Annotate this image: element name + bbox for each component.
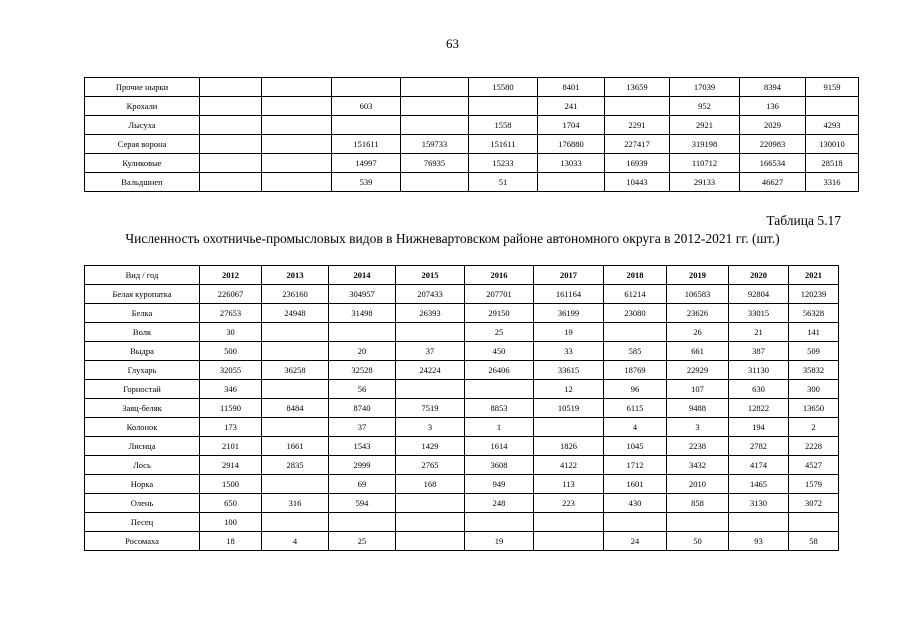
value-cell: 2238 (667, 437, 729, 456)
value-cell: 76935 (401, 154, 469, 173)
value-cell: 36199 (534, 304, 604, 323)
header-year-cell: 2013 (262, 266, 329, 285)
value-cell: 51 (469, 173, 538, 192)
value-cell: 12 (534, 380, 604, 399)
value-cell (465, 513, 534, 532)
value-cell: 4293 (806, 116, 859, 135)
value-cell: 12822 (729, 399, 789, 418)
value-cell (469, 97, 538, 116)
species-cell: Белка (85, 304, 200, 323)
value-cell: 1614 (465, 437, 534, 456)
value-cell (262, 173, 332, 192)
value-cell (401, 173, 469, 192)
value-cell (262, 154, 332, 173)
value-cell: 19 (534, 323, 604, 342)
value-cell: 56328 (789, 304, 839, 323)
value-cell (401, 78, 469, 97)
value-cell: 4 (604, 418, 667, 437)
value-cell: 61214 (604, 285, 667, 304)
value-cell (534, 418, 604, 437)
species-cell: Песец (85, 513, 200, 532)
value-cell (262, 342, 329, 361)
value-cell: 1826 (534, 437, 604, 456)
value-cell: 18769 (604, 361, 667, 380)
value-cell: 8853 (465, 399, 534, 418)
value-cell: 17039 (670, 78, 740, 97)
value-cell (396, 380, 465, 399)
species-cell: Лисица (85, 437, 200, 456)
header-year-cell: 2014 (329, 266, 396, 285)
table-row (85, 418, 839, 437)
value-cell: 194 (729, 418, 789, 437)
value-cell: 32055 (200, 361, 262, 380)
value-cell: 539 (332, 173, 401, 192)
value-cell (667, 513, 729, 532)
value-cell: 16939 (605, 154, 670, 173)
value-cell: 159733 (401, 135, 469, 154)
value-cell: 27653 (200, 304, 262, 323)
header-year-cell: 2019 (667, 266, 729, 285)
value-cell: 1712 (604, 456, 667, 475)
species-cell: Куликовые (85, 154, 200, 173)
value-cell: 207701 (465, 285, 534, 304)
value-cell (200, 173, 262, 192)
value-cell: 319198 (670, 135, 740, 154)
value-cell (538, 173, 605, 192)
value-cell (401, 116, 469, 135)
value-cell (806, 97, 859, 116)
value-cell (200, 78, 262, 97)
value-cell: 50 (667, 532, 729, 551)
table-row (85, 475, 839, 494)
value-cell: 24948 (262, 304, 329, 323)
value-cell: 120239 (789, 285, 839, 304)
species-cell: Колонок (85, 418, 200, 437)
value-cell: 8484 (262, 399, 329, 418)
table-row (85, 380, 839, 399)
value-cell: 1661 (262, 437, 329, 456)
value-cell: 500 (200, 342, 262, 361)
value-cell (332, 78, 401, 97)
table-row (85, 135, 859, 154)
value-cell: 31130 (729, 361, 789, 380)
value-cell: 26393 (396, 304, 465, 323)
value-cell: 37 (396, 342, 465, 361)
value-cell: 2101 (200, 437, 262, 456)
value-cell: 33 (534, 342, 604, 361)
value-cell: 4527 (789, 456, 839, 475)
value-cell: 304957 (329, 285, 396, 304)
value-cell: 9488 (667, 399, 729, 418)
value-cell: 1601 (604, 475, 667, 494)
value-cell: 227417 (605, 135, 670, 154)
value-cell: 4122 (534, 456, 604, 475)
value-cell: 949 (465, 475, 534, 494)
value-cell: 1500 (200, 475, 262, 494)
table-row (85, 304, 839, 323)
table-row (85, 173, 859, 192)
value-cell (262, 380, 329, 399)
table-row (85, 494, 839, 513)
species-cell: Прочие нырки (85, 78, 200, 97)
value-cell: 92804 (729, 285, 789, 304)
value-cell: 2782 (729, 437, 789, 456)
value-cell (200, 116, 262, 135)
table-row (85, 285, 839, 304)
value-cell: 69 (329, 475, 396, 494)
page-number: 63 (446, 36, 459, 51)
value-cell: 14997 (332, 154, 401, 173)
value-cell: 594 (329, 494, 396, 513)
species-cell: Лысуха (85, 116, 200, 135)
value-cell: 15580 (469, 78, 538, 97)
value-cell: 2999 (329, 456, 396, 475)
value-cell: 2835 (262, 456, 329, 475)
value-cell: 36258 (262, 361, 329, 380)
species-cell: Выдра (85, 342, 200, 361)
value-cell (534, 513, 604, 532)
value-cell: 8740 (329, 399, 396, 418)
value-cell: 19 (465, 532, 534, 551)
table-row (85, 342, 839, 361)
table-row (85, 323, 839, 342)
value-cell: 952 (670, 97, 740, 116)
species-cell: Горностай (85, 380, 200, 399)
value-cell: 3072 (789, 494, 839, 513)
value-cell: 56 (329, 380, 396, 399)
value-cell: 106583 (667, 285, 729, 304)
value-cell: 1 (465, 418, 534, 437)
value-cell: 226067 (200, 285, 262, 304)
value-cell: 2921 (670, 116, 740, 135)
value-cell (262, 78, 332, 97)
table-row (85, 78, 859, 97)
value-cell: 168 (396, 475, 465, 494)
value-cell: 20 (329, 342, 396, 361)
table-row (85, 361, 839, 380)
value-cell: 58 (789, 532, 839, 551)
value-cell: 2029 (740, 116, 806, 135)
value-cell: 6115 (604, 399, 667, 418)
value-cell: 96 (604, 380, 667, 399)
value-cell: 93 (729, 532, 789, 551)
value-cell (604, 323, 667, 342)
value-cell: 173 (200, 418, 262, 437)
species-cell: Крохали (85, 97, 200, 116)
value-cell: 8401 (538, 78, 605, 97)
value-cell: 1579 (789, 475, 839, 494)
value-cell: 29150 (465, 304, 534, 323)
species-cell: Белая куропатка (85, 285, 200, 304)
value-cell (396, 513, 465, 532)
header-year-cell: 2018 (604, 266, 667, 285)
value-cell (729, 513, 789, 532)
header-year-cell: 2017 (534, 266, 604, 285)
table-caption-title: Численность охотничье-промысловых видов в Нижневартовском районе автономного округа в 2012-2021 гг. (шт.) (125, 231, 780, 246)
value-cell: 13659 (605, 78, 670, 97)
value-cell: 25 (465, 323, 534, 342)
value-cell: 430 (604, 494, 667, 513)
value-cell: 2765 (396, 456, 465, 475)
value-cell: 3316 (806, 173, 859, 192)
value-cell: 603 (332, 97, 401, 116)
value-cell: 26 (667, 323, 729, 342)
table-row (85, 154, 859, 173)
table-row (85, 532, 839, 551)
value-cell: 35832 (789, 361, 839, 380)
value-cell: 207433 (396, 285, 465, 304)
value-cell: 2228 (789, 437, 839, 456)
value-cell: 7519 (396, 399, 465, 418)
value-cell: 4 (262, 532, 329, 551)
value-cell: 15233 (469, 154, 538, 173)
value-cell: 450 (465, 342, 534, 361)
value-cell (262, 135, 332, 154)
header-year-cell: 2015 (396, 266, 465, 285)
header-year-cell: 2016 (465, 266, 534, 285)
table-row (85, 97, 859, 116)
value-cell: 1429 (396, 437, 465, 456)
header-year-cell: 2020 (729, 266, 789, 285)
value-cell (200, 135, 262, 154)
value-cell: 8394 (740, 78, 806, 97)
table-row (85, 437, 839, 456)
value-cell: 630 (729, 380, 789, 399)
value-cell: 13650 (789, 399, 839, 418)
value-cell: 236160 (262, 285, 329, 304)
value-cell (200, 154, 262, 173)
value-cell: 1543 (329, 437, 396, 456)
species-cell: Вальдшнеп (85, 173, 200, 192)
value-cell: 25 (329, 532, 396, 551)
species-cell: Олень (85, 494, 200, 513)
value-cell: 3432 (667, 456, 729, 475)
value-cell: 1558 (469, 116, 538, 135)
value-cell: 10443 (605, 173, 670, 192)
value-cell: 346 (200, 380, 262, 399)
value-cell: 387 (729, 342, 789, 361)
species-cell: Росомаха (85, 532, 200, 551)
value-cell: 21 (729, 323, 789, 342)
value-cell: 151611 (332, 135, 401, 154)
value-cell: 4174 (729, 456, 789, 475)
value-cell: 141 (789, 323, 839, 342)
value-cell: 23626 (667, 304, 729, 323)
value-cell: 151611 (469, 135, 538, 154)
value-cell: 28518 (806, 154, 859, 173)
value-cell: 3 (667, 418, 729, 437)
value-cell: 1045 (604, 437, 667, 456)
value-cell: 509 (789, 342, 839, 361)
value-cell (262, 475, 329, 494)
value-cell: 136 (740, 97, 806, 116)
header-year-cell: 2021 (789, 266, 839, 285)
value-cell: 110712 (670, 154, 740, 173)
value-cell: 30 (200, 323, 262, 342)
value-cell: 650 (200, 494, 262, 513)
value-cell: 316 (262, 494, 329, 513)
value-cell (605, 97, 670, 116)
value-cell (332, 116, 401, 135)
value-cell: 2291 (605, 116, 670, 135)
value-cell (396, 323, 465, 342)
value-cell: 22929 (667, 361, 729, 380)
value-cell: 130010 (806, 135, 859, 154)
value-cell: 113 (534, 475, 604, 494)
value-cell: 10519 (534, 399, 604, 418)
species-cell: Волк (85, 323, 200, 342)
value-cell (789, 513, 839, 532)
table-row (85, 513, 839, 532)
value-cell: 11590 (200, 399, 262, 418)
value-cell: 33015 (729, 304, 789, 323)
value-cell (262, 418, 329, 437)
value-cell: 585 (604, 342, 667, 361)
main-table (84, 265, 839, 551)
value-cell: 9159 (806, 78, 859, 97)
value-cell: 223 (534, 494, 604, 513)
value-cell: 2010 (667, 475, 729, 494)
value-cell: 858 (667, 494, 729, 513)
value-cell (396, 494, 465, 513)
top-table-continuation (84, 77, 859, 192)
table-caption-number: Таблица 5.17 (766, 213, 841, 228)
value-cell: 100 (200, 513, 262, 532)
value-cell (465, 380, 534, 399)
value-cell (262, 116, 332, 135)
species-cell: Заяц-беляк (85, 399, 200, 418)
value-cell: 1704 (538, 116, 605, 135)
table-row (85, 456, 839, 475)
value-cell: 23080 (604, 304, 667, 323)
value-cell: 220983 (740, 135, 806, 154)
value-cell: 18 (200, 532, 262, 551)
value-cell (401, 97, 469, 116)
value-cell (396, 532, 465, 551)
species-cell: Глухарь (85, 361, 200, 380)
header-row (85, 266, 839, 285)
value-cell: 241 (538, 97, 605, 116)
value-cell: 46627 (740, 173, 806, 192)
value-cell: 161164 (534, 285, 604, 304)
header-species-cell: Вид / год (85, 266, 200, 285)
value-cell (534, 532, 604, 551)
value-cell (262, 97, 332, 116)
value-cell: 3130 (729, 494, 789, 513)
species-cell: Норка (85, 475, 200, 494)
value-cell (262, 323, 329, 342)
value-cell (604, 513, 667, 532)
value-cell (329, 513, 396, 532)
value-cell: 2914 (200, 456, 262, 475)
value-cell: 248 (465, 494, 534, 513)
value-cell: 31498 (329, 304, 396, 323)
value-cell: 26406 (465, 361, 534, 380)
value-cell: 24224 (396, 361, 465, 380)
value-cell: 29133 (670, 173, 740, 192)
value-cell: 13033 (538, 154, 605, 173)
value-cell: 166534 (740, 154, 806, 173)
value-cell: 1465 (729, 475, 789, 494)
value-cell: 24 (604, 532, 667, 551)
value-cell: 107 (667, 380, 729, 399)
value-cell (200, 97, 262, 116)
table-row (85, 116, 859, 135)
table-row (85, 399, 839, 418)
value-cell: 661 (667, 342, 729, 361)
value-cell: 3608 (465, 456, 534, 475)
species-cell: Серая ворона (85, 135, 200, 154)
value-cell: 32528 (329, 361, 396, 380)
value-cell (329, 323, 396, 342)
value-cell: 300 (789, 380, 839, 399)
value-cell: 33615 (534, 361, 604, 380)
value-cell (262, 513, 329, 532)
value-cell: 3 (396, 418, 465, 437)
value-cell: 176880 (538, 135, 605, 154)
value-cell: 2 (789, 418, 839, 437)
species-cell: Лось (85, 456, 200, 475)
header-year-cell: 2012 (200, 266, 262, 285)
value-cell: 37 (329, 418, 396, 437)
